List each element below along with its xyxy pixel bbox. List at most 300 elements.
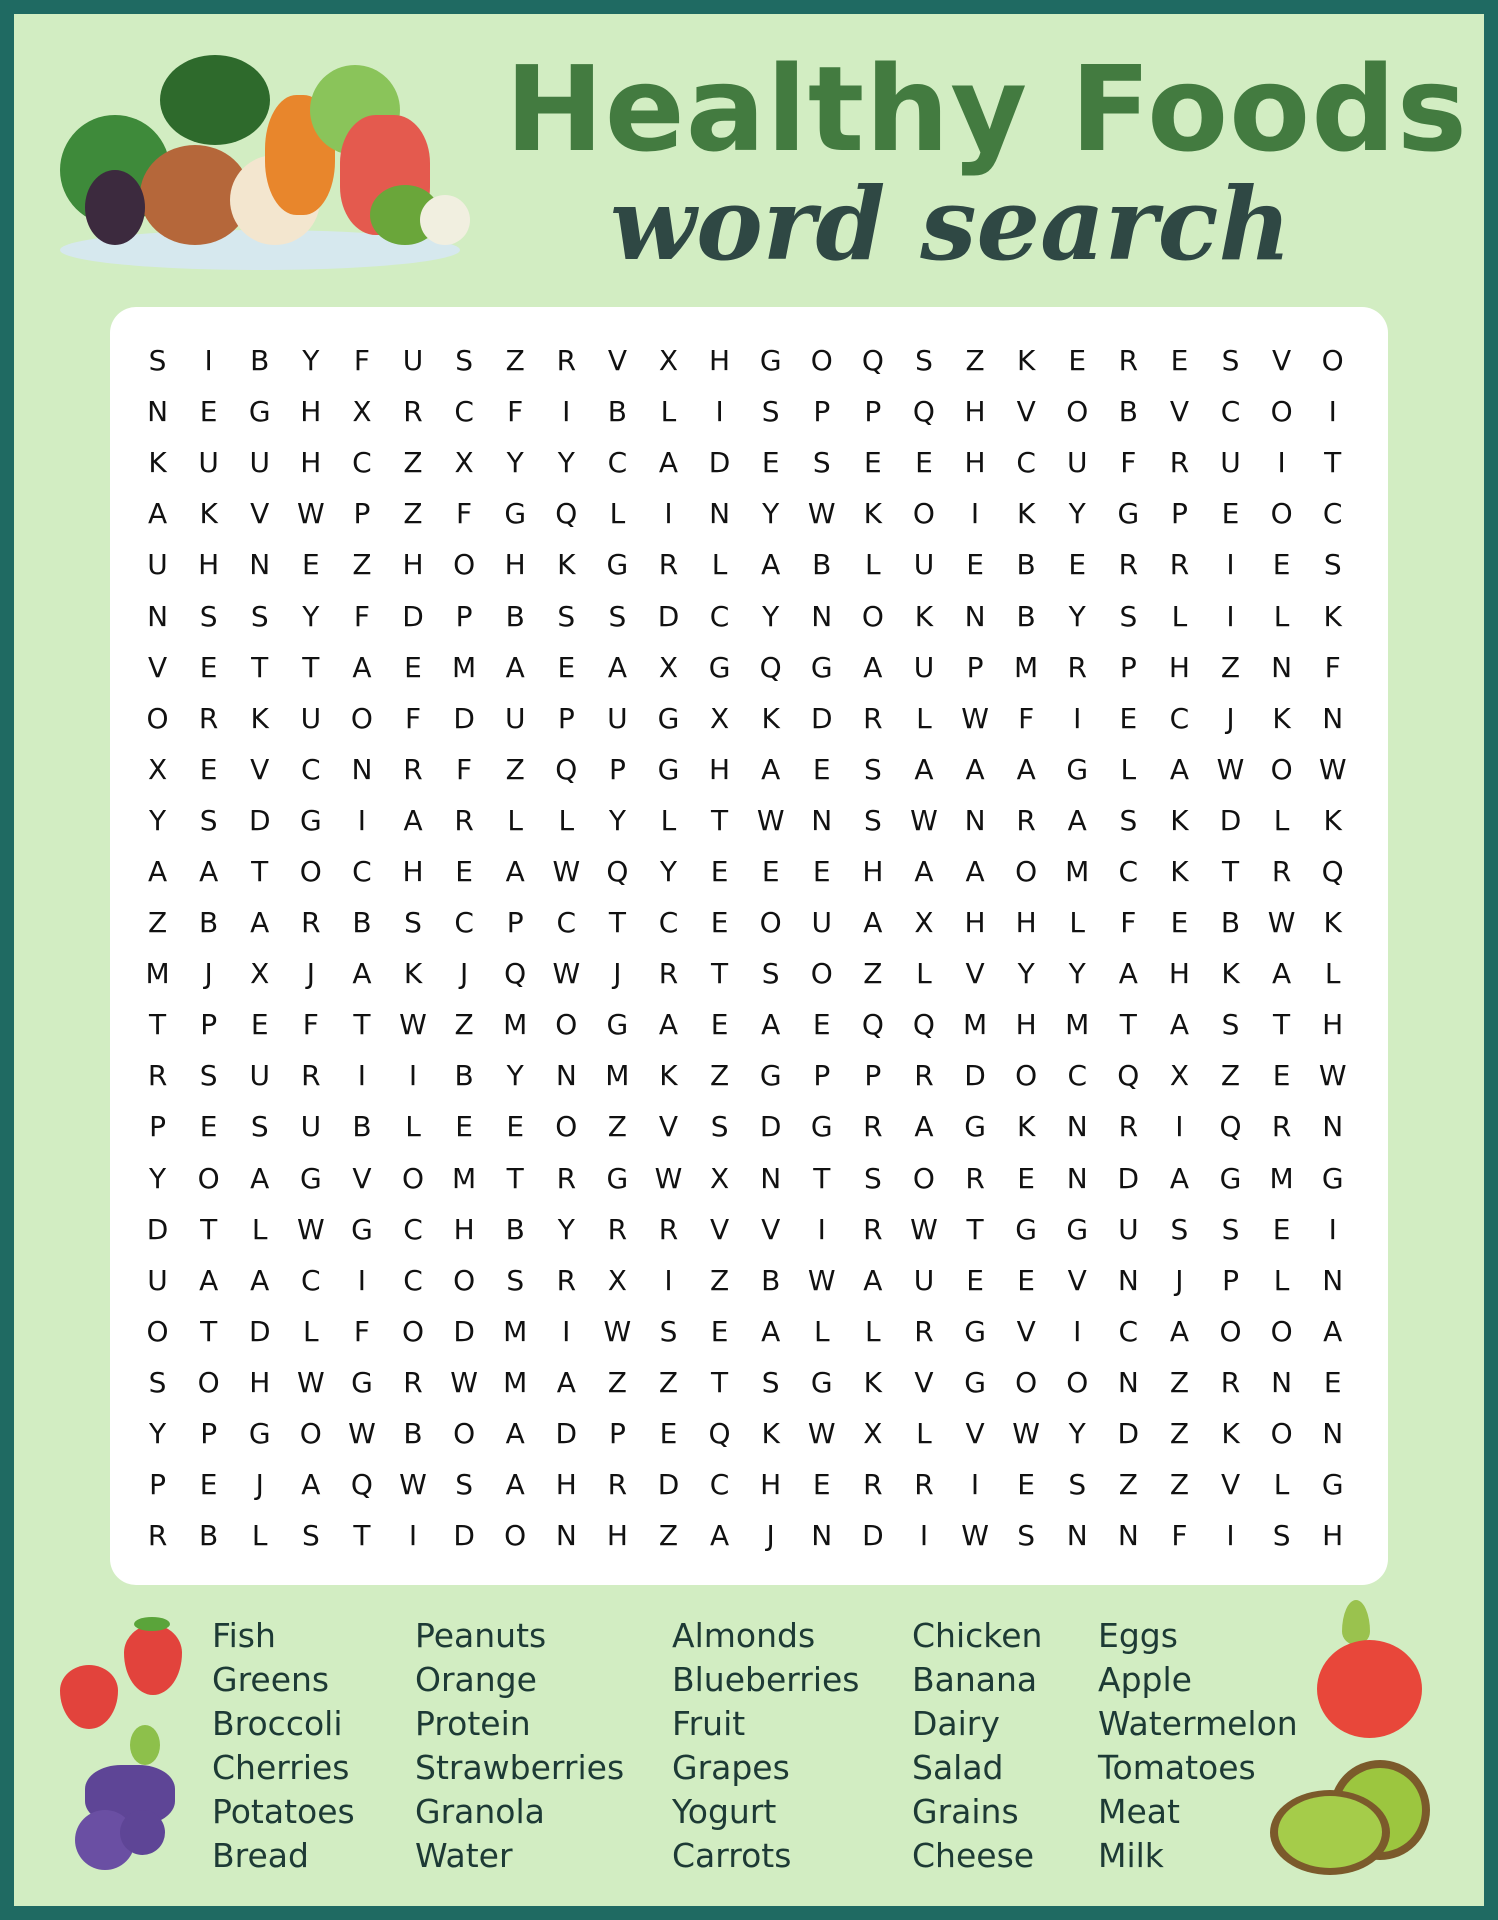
grid-letter[interactable]: F xyxy=(1018,701,1035,735)
grid-letter[interactable]: I xyxy=(562,395,571,429)
grid-letter[interactable]: O xyxy=(861,599,884,633)
grid-letter[interactable]: P xyxy=(353,497,371,531)
grid-letter[interactable]: R xyxy=(1118,548,1139,582)
grid-letter[interactable]: Z xyxy=(403,446,423,480)
grid-letter[interactable]: V xyxy=(607,344,627,378)
grid-letter[interactable]: E xyxy=(1068,548,1087,582)
grid-letter[interactable]: I xyxy=(1175,1110,1184,1144)
grid-letter[interactable]: H xyxy=(555,1468,577,1502)
grid-letter[interactable]: H xyxy=(964,446,986,480)
grid-letter[interactable]: C xyxy=(301,1263,321,1297)
grid-letter[interactable]: E xyxy=(1272,1059,1291,1093)
grid-letter[interactable]: E xyxy=(710,906,729,940)
grid-letter[interactable]: O xyxy=(555,1008,578,1042)
grid-letter[interactable]: K xyxy=(1016,1110,1036,1144)
grid-letter[interactable]: Z xyxy=(709,1059,730,1093)
grid-letter[interactable]: N xyxy=(351,752,373,786)
grid-letter[interactable]: R xyxy=(1220,1365,1241,1399)
grid-letter[interactable]: A xyxy=(403,803,423,837)
grid-letter[interactable]: M xyxy=(145,957,170,991)
grid-letter[interactable]: O xyxy=(912,1161,935,1195)
grid-letter[interactable]: F xyxy=(353,599,370,633)
grid-letter[interactable]: S xyxy=(863,803,882,837)
grid-letter[interactable]: U xyxy=(300,1110,322,1144)
grid-letter[interactable]: E xyxy=(812,752,831,786)
grid-letter[interactable]: K xyxy=(199,497,218,531)
grid-letter[interactable]: K xyxy=(1221,957,1240,991)
grid-letter[interactable]: W xyxy=(910,803,938,837)
grid-letter[interactable]: X xyxy=(658,650,679,684)
grid-letter[interactable]: H xyxy=(862,854,884,888)
grid-letter[interactable]: E xyxy=(301,548,320,582)
grid-letter[interactable]: K xyxy=(148,446,167,480)
grid-letter[interactable]: Y xyxy=(659,854,678,888)
grid-letter[interactable]: L xyxy=(1324,957,1341,991)
grid-letter[interactable]: Y xyxy=(1068,497,1086,531)
grid-letter[interactable]: G xyxy=(351,1365,373,1399)
grid-letter[interactable]: J xyxy=(459,957,469,991)
grid-letter[interactable]: N xyxy=(1322,1417,1344,1451)
grid-letter[interactable]: O xyxy=(299,1417,322,1451)
grid-letter[interactable]: X xyxy=(658,344,679,378)
grid-letter[interactable]: G xyxy=(810,1110,833,1144)
grid-letter[interactable]: W xyxy=(552,957,581,991)
grid-letter[interactable]: D xyxy=(1117,1161,1140,1195)
grid-letter[interactable]: Y xyxy=(762,599,780,633)
grid-letter[interactable]: Z xyxy=(454,1008,474,1042)
grid-letter[interactable]: E xyxy=(864,446,882,480)
grid-letter[interactable]: G xyxy=(1321,1161,1344,1195)
grid-letter[interactable]: M xyxy=(503,1314,528,1348)
grid-letter[interactable]: P xyxy=(1170,497,1188,531)
grid-letter[interactable]: E xyxy=(455,854,473,888)
grid-letter[interactable]: Z xyxy=(1169,1468,1190,1502)
grid-letter[interactable]: Z xyxy=(1169,1417,1190,1451)
grid-letter[interactable]: P xyxy=(813,395,831,429)
grid-letter[interactable]: K xyxy=(761,701,780,735)
grid-letter[interactable]: O xyxy=(453,1263,476,1297)
grid-letter[interactable]: H xyxy=(1168,957,1190,991)
grid-letter[interactable]: C xyxy=(1322,497,1343,531)
grid-letter[interactable]: W xyxy=(961,1519,989,1553)
grid-letter[interactable]: C xyxy=(403,1263,423,1297)
grid-letter[interactable]: H xyxy=(1015,906,1037,940)
grid-letter[interactable]: R xyxy=(403,395,423,429)
grid-letter[interactable]: W xyxy=(807,1263,836,1297)
grid-letter[interactable]: T xyxy=(966,1212,984,1246)
grid-letter[interactable]: A xyxy=(658,446,679,480)
grid-letter[interactable]: R xyxy=(1271,1110,1292,1144)
grid-letter[interactable]: F xyxy=(1120,906,1137,940)
grid-letter[interactable]: R xyxy=(1067,650,1087,684)
grid-letter[interactable]: U xyxy=(249,446,270,480)
grid-letter[interactable]: P xyxy=(455,599,473,633)
grid-letter[interactable]: Q xyxy=(1321,854,1344,888)
grid-letter[interactable]: S xyxy=(659,1314,678,1348)
grid-letter[interactable]: Z xyxy=(607,1110,627,1144)
grid-letter[interactable]: G xyxy=(248,1417,271,1451)
grid-letter[interactable]: R xyxy=(1169,446,1190,480)
grid-letter[interactable]: P xyxy=(864,395,882,429)
grid-letter[interactable]: I xyxy=(357,1059,367,1093)
grid-letter[interactable]: Q xyxy=(912,1008,935,1042)
grid-letter[interactable]: O xyxy=(1015,1365,1038,1399)
grid-letter[interactable]: I xyxy=(1328,395,1337,429)
grid-letter[interactable]: C xyxy=(454,906,474,940)
grid-letter[interactable]: V xyxy=(710,1212,730,1246)
grid-letter[interactable]: W xyxy=(399,1468,427,1502)
grid-letter[interactable]: R xyxy=(403,1365,423,1399)
grid-letter[interactable]: M xyxy=(1269,1161,1294,1195)
grid-letter[interactable]: E xyxy=(1170,344,1189,378)
grid-letter[interactable]: L xyxy=(1273,1468,1290,1502)
grid-letter[interactable]: B xyxy=(1118,395,1138,429)
grid-letter[interactable]: S xyxy=(863,752,882,786)
grid-letter[interactable]: X xyxy=(709,701,730,735)
grid-letter[interactable]: R xyxy=(607,1212,628,1246)
grid-letter[interactable]: A xyxy=(1169,1314,1189,1348)
grid-letter[interactable]: V xyxy=(1220,1468,1241,1502)
grid-letter[interactable]: H xyxy=(1015,1008,1037,1042)
grid-letter[interactable]: G xyxy=(1321,1468,1344,1502)
grid-letter[interactable]: A xyxy=(1169,1161,1189,1195)
grid-letter[interactable]: M xyxy=(503,1365,528,1399)
grid-letter[interactable]: O xyxy=(197,1365,220,1399)
grid-letter[interactable]: E xyxy=(966,1263,984,1297)
grid-letter[interactable]: E xyxy=(199,1110,218,1144)
grid-letter[interactable]: O xyxy=(1015,1059,1038,1093)
grid-letter[interactable]: W xyxy=(296,1212,325,1246)
grid-letter[interactable]: X xyxy=(607,1263,627,1297)
grid-letter[interactable]: T xyxy=(608,906,626,940)
grid-letter[interactable]: X xyxy=(863,1417,883,1451)
grid-letter[interactable]: S xyxy=(1221,1212,1240,1246)
grid-letter[interactable]: R xyxy=(556,344,577,378)
grid-letter[interactable]: A xyxy=(250,1161,270,1195)
grid-letter[interactable]: S xyxy=(455,344,473,378)
grid-letter[interactable]: L xyxy=(916,1417,932,1451)
grid-letter[interactable]: J xyxy=(766,1519,775,1553)
grid-letter[interactable]: A xyxy=(761,548,781,582)
grid-letter[interactable]: V xyxy=(147,650,168,684)
grid-letter[interactable]: J xyxy=(613,957,622,991)
grid-letter[interactable]: O xyxy=(401,1161,425,1195)
grid-letter[interactable]: L xyxy=(1069,906,1086,940)
grid-letter[interactable]: A xyxy=(761,752,781,786)
grid-letter[interactable]: A xyxy=(1016,752,1036,786)
grid-letter[interactable]: H xyxy=(709,344,731,378)
grid-letter[interactable]: Y xyxy=(1017,957,1035,991)
grid-letter[interactable]: V xyxy=(1067,1263,1087,1297)
grid-letter[interactable]: L xyxy=(1120,752,1137,786)
grid-letter[interactable]: W xyxy=(1318,1059,1347,1093)
grid-letter[interactable]: S xyxy=(608,599,627,633)
grid-letter[interactable]: X xyxy=(352,395,372,429)
grid-letter[interactable]: B xyxy=(454,1059,474,1093)
grid-letter[interactable]: I xyxy=(1226,599,1235,633)
grid-letter[interactable]: A xyxy=(1067,803,1087,837)
grid-letter[interactable]: O xyxy=(1270,1314,1293,1348)
grid-letter[interactable]: W xyxy=(348,1417,376,1451)
grid-letter[interactable]: G xyxy=(810,650,833,684)
grid-letter[interactable]: M xyxy=(452,650,477,684)
grid-letter[interactable]: G xyxy=(964,1314,986,1348)
grid-letter[interactable]: W xyxy=(296,497,325,531)
grid-letter[interactable]: X xyxy=(914,906,934,940)
grid-letter[interactable]: R xyxy=(301,906,321,940)
grid-letter[interactable]: W xyxy=(552,854,581,888)
grid-letter[interactable]: Q xyxy=(555,752,578,786)
grid-letter[interactable]: Q xyxy=(861,1008,884,1042)
grid-letter[interactable]: T xyxy=(711,803,729,837)
grid-letter[interactable]: G xyxy=(657,752,680,786)
grid-letter[interactable]: A xyxy=(147,497,168,531)
grid-letter[interactable]: E xyxy=(1323,1365,1342,1399)
grid-letter[interactable]: G xyxy=(759,344,782,378)
grid-letter[interactable]: A xyxy=(505,1468,525,1502)
grid-letter[interactable]: K xyxy=(1272,701,1291,735)
grid-letter[interactable]: E xyxy=(506,1110,525,1144)
grid-letter[interactable]: U xyxy=(1220,446,1241,480)
grid-letter[interactable]: U xyxy=(300,701,322,735)
grid-letter[interactable]: D xyxy=(657,1468,680,1502)
grid-letter[interactable]: I xyxy=(1328,1212,1337,1246)
grid-letter[interactable]: T xyxy=(1221,854,1240,888)
grid-letter[interactable]: E xyxy=(1170,906,1189,940)
grid-letter[interactable]: O xyxy=(555,1110,578,1144)
grid-letter[interactable]: F xyxy=(1120,446,1137,480)
grid-letter[interactable]: N xyxy=(1322,1263,1344,1297)
grid-letter[interactable]: O xyxy=(1270,395,1293,429)
grid-letter[interactable]: F xyxy=(404,701,422,735)
grid-letter[interactable]: L xyxy=(1273,1263,1290,1297)
grid-letter[interactable]: O xyxy=(146,701,169,735)
grid-letter[interactable]: J xyxy=(204,957,213,991)
grid-letter[interactable]: N xyxy=(1066,1519,1088,1553)
grid-letter[interactable]: L xyxy=(251,1519,268,1553)
grid-letter[interactable]: E xyxy=(1017,1161,1035,1195)
grid-letter[interactable]: S xyxy=(199,803,218,837)
grid-letter[interactable]: Z xyxy=(505,752,525,786)
grid-letter[interactable]: L xyxy=(507,803,523,837)
grid-letter[interactable]: Q xyxy=(861,344,884,378)
grid-letter[interactable]: G xyxy=(1015,1212,1037,1246)
grid-letter[interactable]: Z xyxy=(965,344,985,378)
grid-letter[interactable]: L xyxy=(405,1110,421,1144)
grid-letter[interactable]: J xyxy=(1226,701,1235,735)
grid-letter[interactable]: H xyxy=(964,906,986,940)
grid-letter[interactable]: N xyxy=(811,803,833,837)
grid-letter[interactable]: Y xyxy=(1068,957,1086,991)
grid-letter[interactable]: S xyxy=(761,957,780,991)
grid-letter[interactable]: B xyxy=(352,1110,372,1144)
grid-letter[interactable]: A xyxy=(761,1008,781,1042)
grid-letter[interactable]: K xyxy=(250,701,269,735)
grid-letter[interactable]: E xyxy=(761,854,780,888)
grid-letter[interactable]: U xyxy=(811,906,833,940)
grid-letter[interactable]: L xyxy=(1273,599,1290,633)
grid-letter[interactable]: N xyxy=(964,599,986,633)
grid-letter[interactable]: K xyxy=(1323,599,1342,633)
grid-letter[interactable]: S xyxy=(1272,1519,1291,1553)
grid-letter[interactable]: E xyxy=(710,854,729,888)
grid-letter[interactable]: R xyxy=(914,1059,934,1093)
grid-letter[interactable]: O xyxy=(759,906,782,940)
grid-letter[interactable]: O xyxy=(1270,497,1293,531)
grid-letter[interactable]: R xyxy=(1169,548,1190,582)
grid-letter[interactable]: O xyxy=(1066,1365,1089,1399)
grid-letter[interactable]: P xyxy=(200,1008,218,1042)
grid-letter[interactable]: S xyxy=(761,395,780,429)
grid-letter[interactable]: D xyxy=(759,1110,782,1144)
grid-letter[interactable]: W xyxy=(1216,752,1245,786)
grid-letter[interactable]: N xyxy=(1066,1110,1088,1144)
grid-letter[interactable]: E xyxy=(199,395,218,429)
grid-letter[interactable]: E xyxy=(812,1468,831,1502)
grid-letter[interactable]: A xyxy=(250,1263,270,1297)
grid-letter[interactable]: R xyxy=(863,1468,883,1502)
grid-letter[interactable]: Y xyxy=(302,344,320,378)
grid-letter[interactable]: K xyxy=(1016,344,1036,378)
grid-letter[interactable]: H xyxy=(606,1519,628,1553)
grid-letter[interactable]: W xyxy=(807,497,836,531)
grid-letter[interactable]: J xyxy=(1175,1263,1184,1297)
grid-letter[interactable]: S xyxy=(250,1110,269,1144)
grid-letter[interactable]: N xyxy=(1271,1365,1293,1399)
grid-letter[interactable]: Y xyxy=(302,599,320,633)
grid-letter[interactable]: M xyxy=(1014,650,1039,684)
grid-letter[interactable]: C xyxy=(658,906,679,940)
grid-letter[interactable]: N xyxy=(1322,1110,1344,1144)
grid-letter[interactable]: H xyxy=(300,446,322,480)
grid-letter[interactable]: O xyxy=(1321,344,1344,378)
grid-letter[interactable]: R xyxy=(863,701,883,735)
grid-letter[interactable]: Z xyxy=(403,497,423,531)
grid-letter[interactable]: P xyxy=(608,1417,626,1451)
grid-letter[interactable]: D xyxy=(964,1059,986,1093)
grid-letter[interactable]: P xyxy=(1222,1263,1239,1297)
grid-letter[interactable]: V xyxy=(250,752,270,786)
grid-letter[interactable]: I xyxy=(970,497,980,531)
grid-letter[interactable]: Q xyxy=(350,1468,373,1502)
grid-letter[interactable]: O xyxy=(1015,854,1038,888)
grid-letter[interactable]: K xyxy=(914,599,934,633)
grid-letter[interactable]: H xyxy=(964,395,986,429)
grid-letter[interactable]: G xyxy=(299,803,322,837)
grid-letter[interactable]: C xyxy=(301,752,321,786)
grid-letter[interactable]: C xyxy=(1169,701,1190,735)
grid-letter[interactable]: N xyxy=(1117,1263,1139,1297)
grid-letter[interactable]: Z xyxy=(147,906,168,940)
grid-letter[interactable]: L xyxy=(813,1314,830,1348)
grid-letter[interactable]: N xyxy=(811,1519,833,1553)
grid-letter[interactable]: Q xyxy=(1117,1059,1140,1093)
grid-letter[interactable]: R xyxy=(147,1519,168,1553)
grid-letter[interactable]: Q xyxy=(708,1417,731,1451)
grid-letter[interactable]: G xyxy=(708,650,731,684)
grid-letter[interactable]: P xyxy=(864,1059,882,1093)
grid-letter[interactable]: V xyxy=(352,1161,372,1195)
grid-letter[interactable]: R xyxy=(198,701,219,735)
grid-letter[interactable]: C xyxy=(556,906,577,940)
grid-letter[interactable]: D xyxy=(248,803,271,837)
grid-letter[interactable]: N xyxy=(1322,701,1344,735)
grid-letter[interactable]: W xyxy=(1318,752,1347,786)
grid-letter[interactable]: D xyxy=(453,1519,475,1553)
grid-letter[interactable]: L xyxy=(1273,803,1290,837)
grid-letter[interactable]: O xyxy=(453,548,476,582)
grid-letter[interactable]: R xyxy=(301,1059,321,1093)
grid-letter[interactable]: Y xyxy=(762,497,780,531)
grid-letter[interactable]: O xyxy=(197,1161,220,1195)
grid-letter[interactable]: S xyxy=(1119,803,1138,837)
grid-letter[interactable]: I xyxy=(357,1263,367,1297)
grid-letter[interactable]: B xyxy=(250,344,270,378)
grid-letter[interactable]: E xyxy=(1017,1468,1035,1502)
grid-letter[interactable]: K xyxy=(1221,1417,1240,1451)
grid-letter[interactable]: V xyxy=(914,1365,934,1399)
grid-letter[interactable]: A xyxy=(863,650,883,684)
grid-letter[interactable]: Z xyxy=(1169,1365,1190,1399)
grid-letter[interactable]: W xyxy=(1267,906,1296,940)
grid-letter[interactable]: U xyxy=(198,446,219,480)
grid-letter[interactable]: I xyxy=(664,1263,673,1297)
grid-letter[interactable]: Q xyxy=(912,395,935,429)
grid-letter[interactable]: U xyxy=(1118,1212,1139,1246)
grid-letter[interactable]: O xyxy=(453,1417,476,1451)
grid-letter[interactable]: B xyxy=(812,548,832,582)
grid-letter[interactable]: Q xyxy=(606,854,629,888)
grid-letter[interactable]: E xyxy=(455,1110,473,1144)
grid-letter[interactable]: S xyxy=(1017,1519,1036,1553)
grid-letter[interactable]: G xyxy=(1117,497,1140,531)
grid-letter[interactable]: R xyxy=(914,1468,934,1502)
grid-letter[interactable]: S xyxy=(1068,1468,1087,1502)
grid-letter[interactable]: N xyxy=(811,599,833,633)
grid-letter[interactable]: H xyxy=(453,1212,475,1246)
grid-letter[interactable]: L xyxy=(1171,599,1188,633)
grid-letter[interactable]: D xyxy=(657,599,680,633)
grid-letter[interactable]: C xyxy=(607,446,628,480)
grid-letter[interactable]: F xyxy=(507,395,524,429)
grid-letter[interactable]: G xyxy=(810,1365,833,1399)
grid-letter[interactable]: R xyxy=(658,1212,679,1246)
grid-letter[interactable]: S xyxy=(199,1059,218,1093)
grid-letter[interactable]: R xyxy=(1271,854,1292,888)
grid-letter[interactable]: F xyxy=(456,752,473,786)
grid-letter[interactable]: T xyxy=(200,1314,218,1348)
grid-letter[interactable]: S xyxy=(1221,1008,1240,1042)
grid-letter[interactable]: A xyxy=(914,1110,934,1144)
grid-letter[interactable]: O xyxy=(912,497,935,531)
grid-letter[interactable]: R xyxy=(658,957,679,991)
grid-letter[interactable]: S xyxy=(455,1468,473,1502)
grid-letter[interactable]: Y xyxy=(148,1417,167,1451)
grid-letter[interactable]: J xyxy=(306,957,315,991)
grid-letter[interactable]: N xyxy=(964,803,986,837)
grid-letter[interactable]: M xyxy=(1065,1008,1090,1042)
grid-letter[interactable]: U xyxy=(402,344,424,378)
grid-letter[interactable]: O xyxy=(401,1314,425,1348)
grid-letter[interactable]: B xyxy=(761,1263,781,1297)
grid-letter[interactable]: G xyxy=(1219,1161,1242,1195)
grid-letter[interactable]: A xyxy=(1169,1008,1189,1042)
grid-letter[interactable]: T xyxy=(1324,446,1342,480)
grid-letter[interactable]: E xyxy=(1068,344,1087,378)
grid-letter[interactable]: S xyxy=(148,1365,167,1399)
grid-letter[interactable]: E xyxy=(966,548,984,582)
grid-letter[interactable]: R xyxy=(1016,803,1036,837)
